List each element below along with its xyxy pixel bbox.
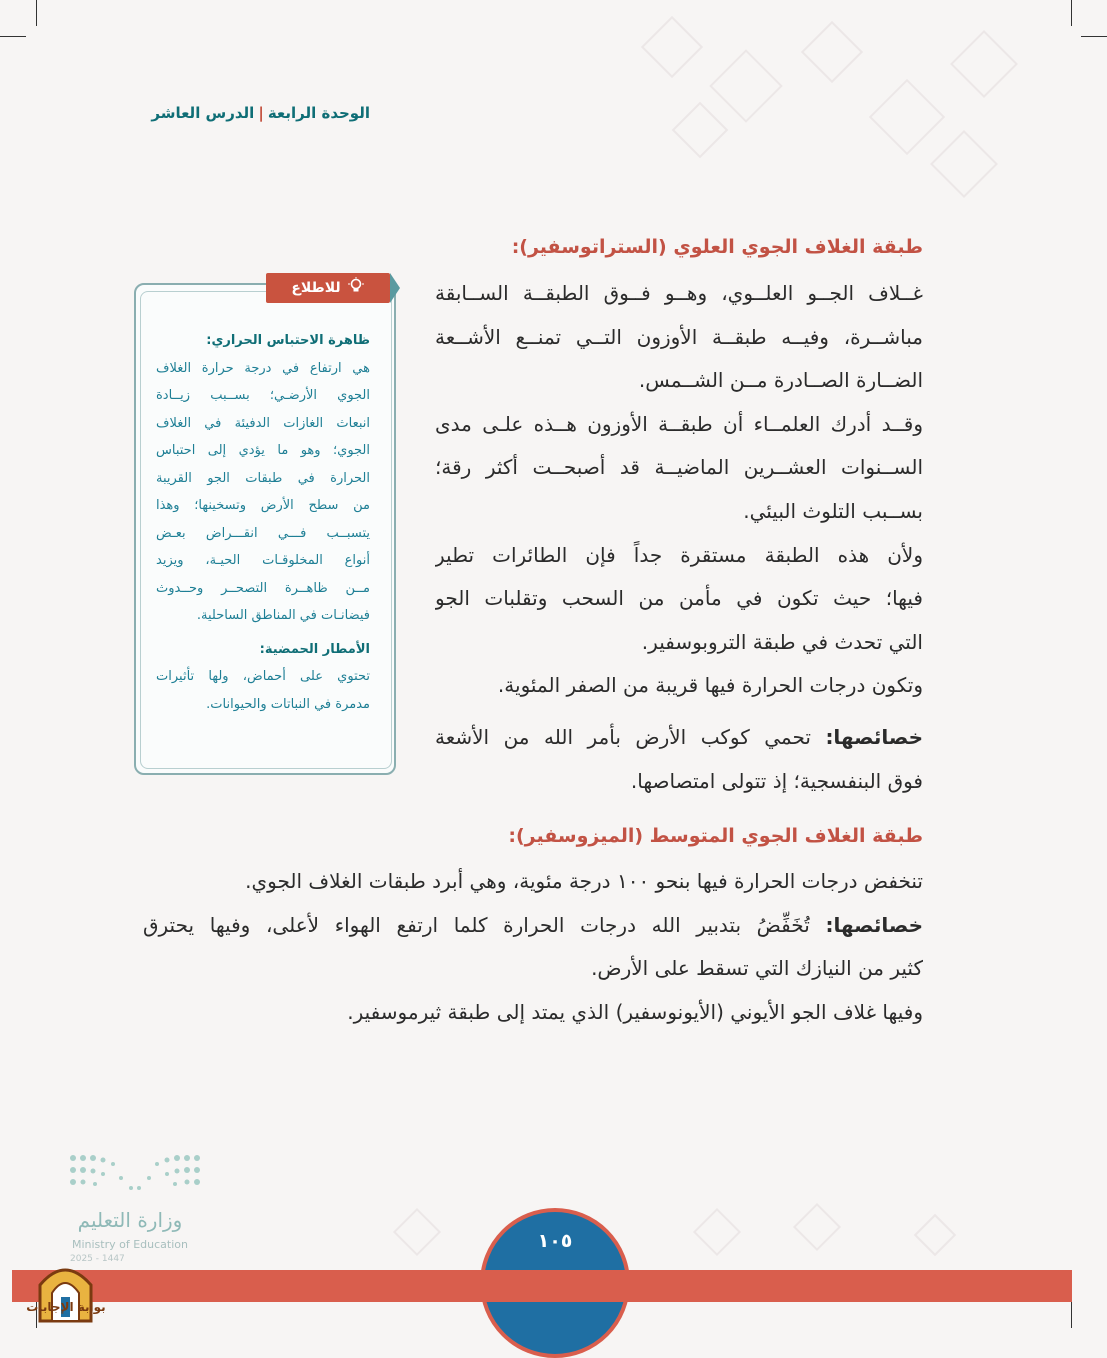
breadcrumb-separator: | xyxy=(258,104,264,122)
info-sidebar xyxy=(134,273,394,773)
greenhouse-title: ظاهرة الاحتباس الحراري: xyxy=(206,333,370,348)
page-number: ١٠٥ xyxy=(537,1230,573,1252)
text-line xyxy=(435,716,923,760)
text-line: غــلاف الجــو العلــوي، وهــو فــوق الطبقــة الســابقة xyxy=(435,281,923,305)
text-line: كثير من النيازك التي تسقط على الأرض. xyxy=(591,956,923,981)
sidebar-line: أنواع المخلوقـات الحيـة، ويزيد xyxy=(156,553,370,568)
background-pattern xyxy=(641,16,703,78)
crop-mark xyxy=(0,36,26,37)
acid-rain-title: الأمطار الحمضية: xyxy=(259,641,370,657)
text-line xyxy=(143,904,923,948)
text-line: وفيها غلاف الجو الأيوني (الأيونوسفير) الذي يمتد إلى طبقة ثيرموسفير. xyxy=(347,999,923,1024)
breadcrumb-lesson: الدرس العاشر xyxy=(151,104,255,122)
properties-label: خصائصها: xyxy=(825,724,923,749)
text-line: التي تحدث في طبقة التروبوسفير. xyxy=(641,629,923,654)
background-pattern xyxy=(914,1214,956,1256)
sidebar-line: مــن ظاهــرة التصحــر وحــدوث xyxy=(156,580,370,596)
sidebar-line: يتسبــب فـــي انقـــراض بعـض xyxy=(156,525,370,541)
mesosphere-body xyxy=(143,860,923,1034)
sidebar-line: انبعاث الغازات الدفيئة في الغلاف xyxy=(156,415,370,431)
text-line: بســبب التلوث البيئي. xyxy=(743,498,923,523)
sidebar-line: الجوي الأرضـي؛ بســبب زيــادة xyxy=(156,388,370,403)
lightbulb-icon xyxy=(347,277,365,299)
crop-mark xyxy=(1071,0,1072,26)
background-pattern xyxy=(930,130,998,198)
watermark-gate-icon xyxy=(28,1255,103,1325)
background-pattern xyxy=(950,30,1018,98)
sidebar-line: الحرارة في طبقات الجو القريبة xyxy=(156,470,370,486)
stratosphere-body xyxy=(435,272,923,803)
mesosphere-heading: طبقة الغلاف الجوي المتوسط (الميزوسفير): xyxy=(508,825,923,847)
background-pattern xyxy=(693,1208,741,1256)
sidebar-line: فيضانـات في المناطق الساحلية. xyxy=(196,608,370,623)
watermark-text: بوابة الإجابات xyxy=(26,1300,106,1314)
for-info-tag xyxy=(266,273,390,303)
properties-label: خصائصها: xyxy=(825,912,923,937)
text-line: فوق البنفسجية؛ إذ تتولى امتصاصها. xyxy=(630,768,923,793)
sidebar-line: هي ارتفاع في درجة حرارة الغلاف xyxy=(156,360,370,376)
ministry-name-arabic: وزارة التعليم xyxy=(77,1208,183,1232)
background-pattern xyxy=(709,49,783,123)
text-line: الضــارة الصــادرة مــن الشــمس. xyxy=(638,368,923,393)
crop-mark xyxy=(1071,1302,1072,1328)
text-line: ولأن هذه الطبقة مستقرة جداً فإن الطائرات تطير xyxy=(435,542,923,567)
text-line: وقــد أدرك العلمــاء أن طبقــة الأوزون هــذه علـى مدى xyxy=(435,411,923,436)
sidebar-line: تحتوي على أحماض، ولها تأثيرات xyxy=(156,669,370,684)
text-line: فيها؛ حيث تكون في مأمن من السحب وتقلبات الجو xyxy=(435,586,923,611)
sidebar-line: من سطح الأرض وتسخينها؛ وهذا xyxy=(156,498,370,513)
ministry-year: 2025 - 1447 xyxy=(70,1254,125,1264)
text-line: مباشــرة، وفيــه طبقــة الأوزون التــي تمنــع الأشــعة xyxy=(435,324,923,349)
sidebar-line: الجوي؛ وهو ما يؤدي إلى احتباس xyxy=(156,443,370,458)
stratosphere-heading: طبقة الغلاف الجوي العلوي (الستراتوسفير): xyxy=(511,236,923,258)
text-line: الســنوات العشــرين الماضيــة قد أصبحــت أكثر رقة؛ xyxy=(435,455,923,480)
ministry-name-english: Ministry of Education xyxy=(71,1238,188,1251)
background-pattern xyxy=(793,1203,841,1251)
text-line: تنخفض درجات الحرارة فيها بنحو ١٠٠ درجة مئوية، وهي أبرد طبقات الغلاف الجوي. xyxy=(245,869,923,893)
breadcrumb xyxy=(130,104,370,122)
background-pattern xyxy=(672,102,729,159)
background-pattern xyxy=(801,21,863,83)
footer-bar xyxy=(12,1270,1072,1302)
sidebar-line: مدمرة في النباتات والحيوانات. xyxy=(206,696,370,712)
breadcrumb-unit: الوحدة الرابعة xyxy=(267,104,370,122)
ministry-dots-icon xyxy=(65,1150,205,1198)
crop-mark xyxy=(1081,36,1107,37)
sidebar-content xyxy=(156,327,370,718)
text-line: وتكون درجات الحرارة فيها قريبة من الصفر المئوية. xyxy=(497,673,923,698)
background-pattern xyxy=(869,79,945,155)
sidebar-tag-label: للاطلاع xyxy=(291,280,341,296)
crop-mark xyxy=(36,0,37,26)
properties-text: تحمي كوكب الأرض بأمر الله من الأشعة xyxy=(435,724,811,749)
properties-text: تُخَفِّضُ بتدبير الله درجات الحرارة كلما ارتفع الهواء لأعلى، وفيها يحترق xyxy=(143,912,810,937)
background-pattern xyxy=(393,1208,441,1256)
